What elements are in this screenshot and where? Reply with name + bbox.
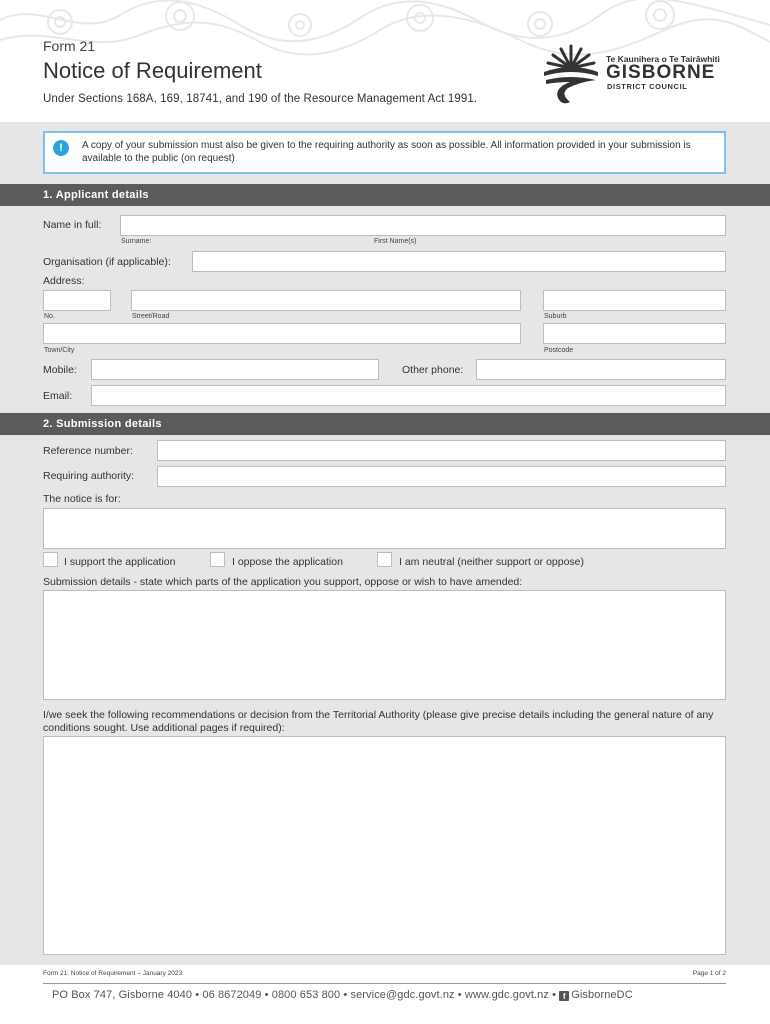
footer-contact: [52, 989, 633, 1001]
address-postcode-field[interactable]: [543, 323, 726, 344]
footer-divider: [43, 983, 726, 984]
submission-details-field[interactable]: [43, 590, 726, 700]
other-phone-label: Other phone:: [402, 364, 464, 376]
contact-details: PO Box 747, Gisborne 4040 • 06 8672049 • 0800 653 800 • service@gdc.govt.nz • www.gdc.govt.nz •: [52, 989, 557, 1001]
sun-wave-icon: [540, 40, 602, 112]
name-field[interactable]: [120, 215, 726, 236]
social-handle: GisborneDC: [571, 989, 633, 1001]
address-suburb-field[interactable]: [543, 290, 726, 311]
no-label: No.: [44, 313, 55, 320]
footer-form-ref: Form 21: Notice of Requirement – January 2023: [43, 970, 183, 977]
address-town-field[interactable]: [43, 323, 521, 344]
authority-field[interactable]: [157, 466, 726, 487]
section-submission-header: 2. Submission details: [0, 413, 770, 435]
suburb-label: Suburb: [544, 313, 567, 320]
page-subtitle: Under Sections 168A, 169, 18741, and 190 of the Resource Management Act 1991.: [43, 93, 478, 105]
street-label: Street/Road: [132, 313, 170, 320]
mobile-field[interactable]: [91, 359, 379, 380]
name-label: Name in full:: [43, 219, 102, 231]
notice-for-field[interactable]: [43, 508, 726, 549]
footer-page-number: Page 1 of 2: [692, 970, 726, 977]
email-field[interactable]: [91, 385, 726, 406]
section-applicant-header: 1. Applicant details: [0, 184, 770, 206]
notice-text: A copy of your submission must also be given to the requiring authority as soon as possible. All information provided in your submission is available to the public (on request): [82, 140, 691, 164]
town-label: Town/City: [44, 347, 75, 354]
organisation-label: Organisation (if applicable):: [43, 256, 171, 268]
authority-label: Requiring authority:: [43, 470, 135, 482]
exclamation-icon: !: [53, 140, 69, 156]
reference-label: Reference number:: [43, 445, 133, 457]
logo-maori-name: Te Kaunihera o Te Tairāwhiti: [606, 54, 720, 64]
logo-council: DISTRICT COUNCIL: [607, 82, 688, 91]
address-label: Address:: [43, 275, 85, 287]
recommendations-field[interactable]: [43, 736, 726, 955]
details-label: Submission details - state which parts of the application you support, oppose or wish to have amended:: [43, 576, 523, 588]
first-names-label: First Name(s): [374, 238, 417, 245]
form-number: Form 21: [43, 38, 96, 54]
email-label: Email:: [43, 390, 73, 402]
oppose-label: I oppose the application: [232, 556, 343, 568]
address-street-field[interactable]: [131, 290, 521, 311]
neutral-checkbox[interactable]: [377, 552, 392, 567]
page-header: [0, 0, 770, 122]
facebook-icon: f: [559, 991, 569, 1001]
page-title: Notice of Requirement: [43, 58, 262, 83]
notice-for-label: The notice is for:: [43, 493, 121, 505]
oppose-checkbox[interactable]: [210, 552, 225, 567]
postcode-label: Postcode: [544, 347, 574, 354]
seek-label: I/we seek the following recommendations or decision from the Territorial Authority (please give precise details including the general nature of any conditions sought. Use additional pages if required):: [43, 709, 714, 734]
other-phone-field[interactable]: [476, 359, 726, 380]
neutral-label: I am neutral (neither support or oppose): [399, 556, 585, 568]
mobile-label: Mobile:: [43, 364, 77, 376]
reference-field[interactable]: [157, 440, 726, 461]
organisation-field[interactable]: [192, 251, 726, 272]
council-logo: [540, 40, 735, 112]
info-notice: [43, 131, 726, 174]
support-label: I support the application: [64, 556, 176, 568]
address-no-field[interactable]: [43, 290, 111, 311]
logo-name: GISBORNE: [606, 62, 716, 83]
support-checkbox[interactable]: [43, 552, 58, 567]
surname-label: Surname:: [121, 238, 152, 245]
